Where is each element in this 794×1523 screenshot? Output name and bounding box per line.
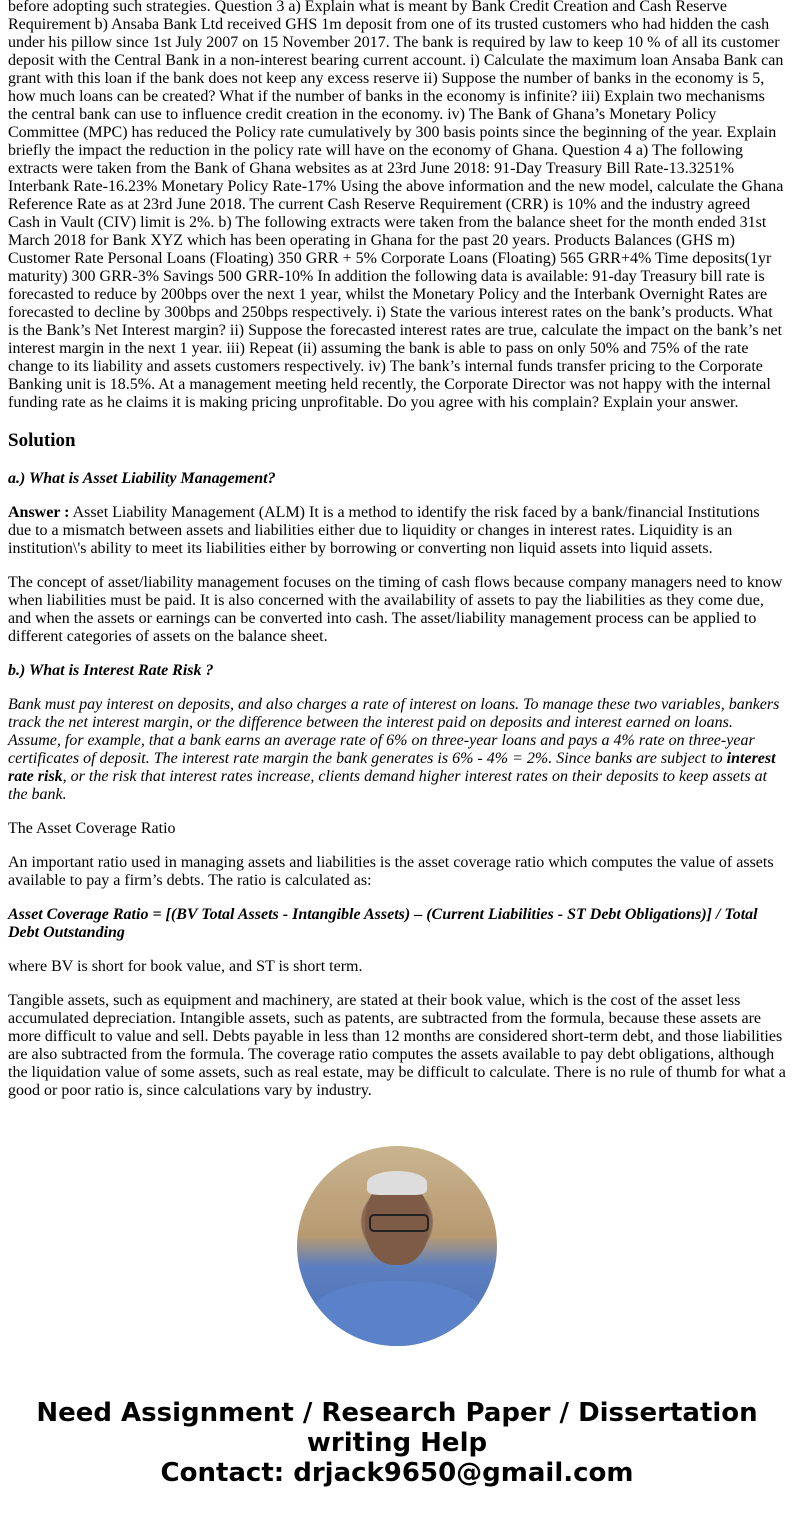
- question-text: before adopting such strategies. Question 3 a) Explain what is meant by Bank Credit Creation and Cash Reserve Requirement b) Ansaba Bank Ltd received GHS 1m deposit from one of its trusted customers who had hidden the cash under his pillow since 1st July 2007 on 15 November 2017. The bank is required by law to keep 10 % of all its customer deposit with the Central Bank in a non-interest bearing current account. i) Calculate the maximum loan Ansaba Bank can grant with this loan if the bank does not keep any excess reserve ii) Suppose the number of banks in the economy is 5, how much loans can be created? What if the number of banks in the economy is infinite? iii) Explain two mechanisms the central bank can use to influence credit creation in the economy. iv) The Bank of Ghana’s Monetary Policy Committee (MPC) has reduced the Policy rate cumulatively by 300 basis points since the beginning of the year. Explain briefly the impact the reduction in the policy rate will have on the economy of Ghana. Question 4 a) The following extracts were taken from the Bank of Ghana websites as at 23rd June 2018: 91-Day Treasury Bill Rate-13.3251% Interbank Rate-16.23% Monetary Policy Rate-17% Using the above information and the new model, calculate the Ghana Reference Rate as at 23rd June 2018. The current Cash Reserve Requirement (CRR) is 10% and the industry agreed Cash in Vault (CIV) limit is 2%. b) The following extracts were taken from the balance sheet for the month ended 31st March 2018 for Bank XYZ which has been operating in Ghana for the past 20 years. Products Balances (GHS m) Customer Rate Personal Loans (Floating) 350 GRR + 5% Corporate Loans (Floating) 565 GRR+4% Time deposits(1yr maturity) 300 GRR-3% Savings 500 GRR-10% In addition the following data is available: 91-day Treasury bill rate is forecasted to reduce by 200bps over the next 1 year, whilst the Monetary Policy and the Interbank Overnight Rates are forecasted to decline by 300bps and 250bps respectively. i) State the various interest rates on the bank’s products. What is the Bank’s Net Interest margin? ii) Suppose the forecasted interest rates are true, calculate the impact on the bank’s net interest margin in the next 1 year. iii) Repeat (ii) assuming the bank is able to pass on only 50% and 75% of the rate change to its liability and assets customers respectively. iv) The bank’s internal funds transfer pricing to the Corporate Banking unit is 18.5%. At a management meeting held recently, the Corporate Director was not happy with the internal funding rate as he claims it is making pricing unprofitable. Do you agree with his complain? Explain your answer.: [8, 0, 784, 411]
- asset-coverage-paragraph: Tangible assets, such as equipment and machinery, are stated at their book value, which is the cost of the asset less accumulated depreciation. Intangible assets, such as patents, are subtracted from the formula, because these assets are more difficult to value and sell. Debts payable in less than 12 months are considered short-term debt, and those liabilities are also subtracted from the formula. The coverage ratio computes the assets available to pay debt obligations, although the liquidation value of some assets, such as real estate, may be difficult to calculate. There is no rule of thumb for what a good or poor ratio is, since calculations vary by industry.: [8, 992, 786, 1099]
- question-b-heading: b.) What is Interest Rate Risk ?: [8, 662, 214, 679]
- footer-help-text: Need Assignment / Research Paper / Dissertation writing Help: [36, 1398, 758, 1458]
- solution-heading: Solution: [8, 430, 76, 451]
- asset-coverage-title: The Asset Coverage Ratio: [8, 820, 176, 837]
- asset-coverage-where: where BV is short for book value, and ST is short term.: [8, 958, 363, 975]
- answer-paragraph: Answer : Asset Liability Management (ALM) It is a method to identify the risk faced by a bank/financial Institutions due to a mismatch between assets and liabilities either due to liquidity or changes in interest rates. Liquidity is an institution\'s ability to meet its liabilities either by borrowing or converting non liquid assets into liquid assets.: [8, 504, 760, 557]
- answer-label: Answer :: [8, 504, 70, 521]
- question-a-heading: a.) What is Asset Liability Management?: [8, 470, 276, 487]
- asset-coverage-intro: An important ratio used in managing assets and liabilities is the asset coverage ratio which computes the value of assets available to pay a firm’s debts. The ratio is calculated as:: [8, 854, 774, 889]
- contact-footer: [0, 1398, 794, 1488]
- interest-rate-risk-paragraph: Bank must pay interest on deposits, and also charges a rate of interest on loans. To manage these two variables, bankers track the net interest margin, or the difference between the interest paid on deposits and interest earned on loans. Assume, for example, that a bank earns an average rate of 6% on three-year loans and pays a 4% rate on three-year certificates of deposit. The interest rate margin the bank generates is 6% - 4% = 2%. Since banks are subject to interest rate risk, or the risk that interest rates increase, clients demand higher interest rates on their deposits to keep assets at the bank.: [8, 696, 780, 803]
- concept-paragraph: The concept of asset/liability management focuses on the timing of cash flows because company managers need to know when liabilities must be paid. It is also concerned with the availability of assets to pay the liabilities as they come due, and when the assets or earnings can be converted into cash. The asset/liability management process can be applied to different categories of assets on the balance sheet.: [8, 574, 783, 645]
- asset-coverage-formula: Asset Coverage Ratio = [(BV Total Assets - Intangible Assets) – (Current Liabilities - ST Debt Obligations)] / Total Debt Outstanding: [8, 906, 758, 941]
- footer-contact-email[interactable]: Contact: drjack9650@gmail.com: [160, 1458, 634, 1488]
- author-avatar: [297, 1146, 497, 1346]
